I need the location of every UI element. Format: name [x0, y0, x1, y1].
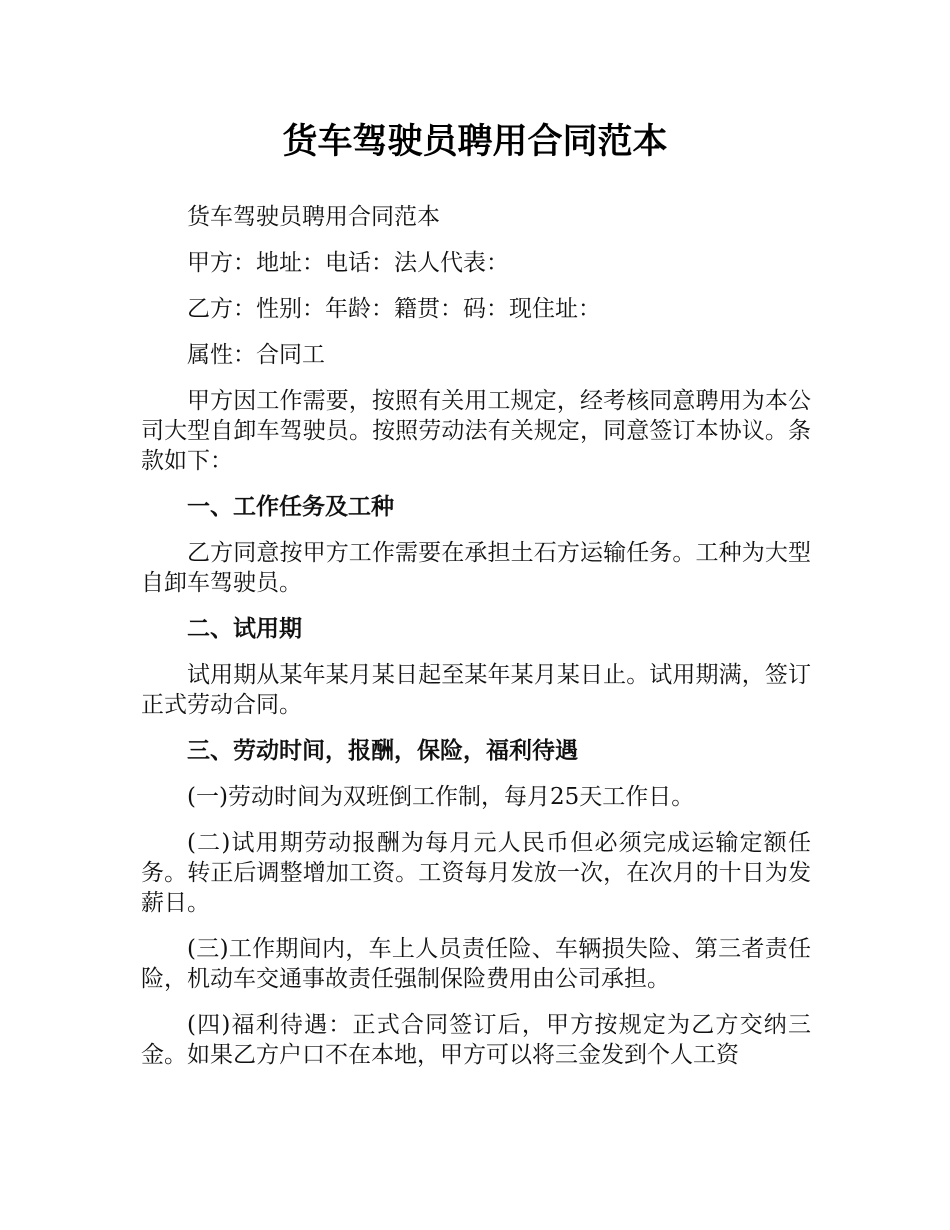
- clause-1-paragraph: (一)劳动时间为双班倒工作制，每月25天工作日。: [187, 784, 695, 810]
- section-heading-2: 二、试用期: [187, 616, 302, 642]
- clause-4-paragraph: (四)福利待遇：正式合同签订后，甲方按规定为乙方交纳三金。如果乙方户口不在本地，甲方可以将三金发到个人工资: [141, 1012, 811, 1068]
- contract-type: 属性：合同工: [187, 342, 325, 368]
- clause-2-paragraph: (二)试用期劳动报酬为每月元人民币但必须完成运输定额任务。转正后调整增加工资。工资每月发放一次，在次月的十日为发薪日。: [141, 830, 811, 916]
- preamble-paragraph: 甲方因工作需要，按照有关用工规定，经考核同意聘用为本公司大型自卸车驾驶员。按照劳动法有关规定，同意签订本协议。条款如下：: [141, 388, 811, 474]
- section-1-paragraph: 乙方同意按甲方工作需要在承担土石方运输任务。工种为大型自卸车驾驶员。: [141, 540, 811, 596]
- clause-3-paragraph: (三)工作期间内，车上人员责任险、车辆损失险、第三者责任险，机动车交通事故责任强制保险费用由公司承担。: [141, 936, 811, 992]
- document-title: 货车驾驶员聘用合同范本: [282, 122, 668, 162]
- section-2-paragraph: 试用期从某年某月某日起至某年某月某日止。试用期满，签订正式劳动合同。: [141, 662, 811, 718]
- section-heading-3: 三、劳动时间，报酬，保险，福利待遇: [187, 738, 578, 764]
- subtitle-paragraph: 货车驾驶员聘用合同范本: [187, 204, 440, 230]
- party-a-info: 甲方：地址：电话：法人代表：: [187, 250, 509, 276]
- document-body: [141, 202, 811, 1086]
- party-b-info: 乙方：性别：年龄：籍贯：码：现住址：: [187, 296, 601, 322]
- section-heading-1: 一、工作任务及工种: [187, 494, 394, 520]
